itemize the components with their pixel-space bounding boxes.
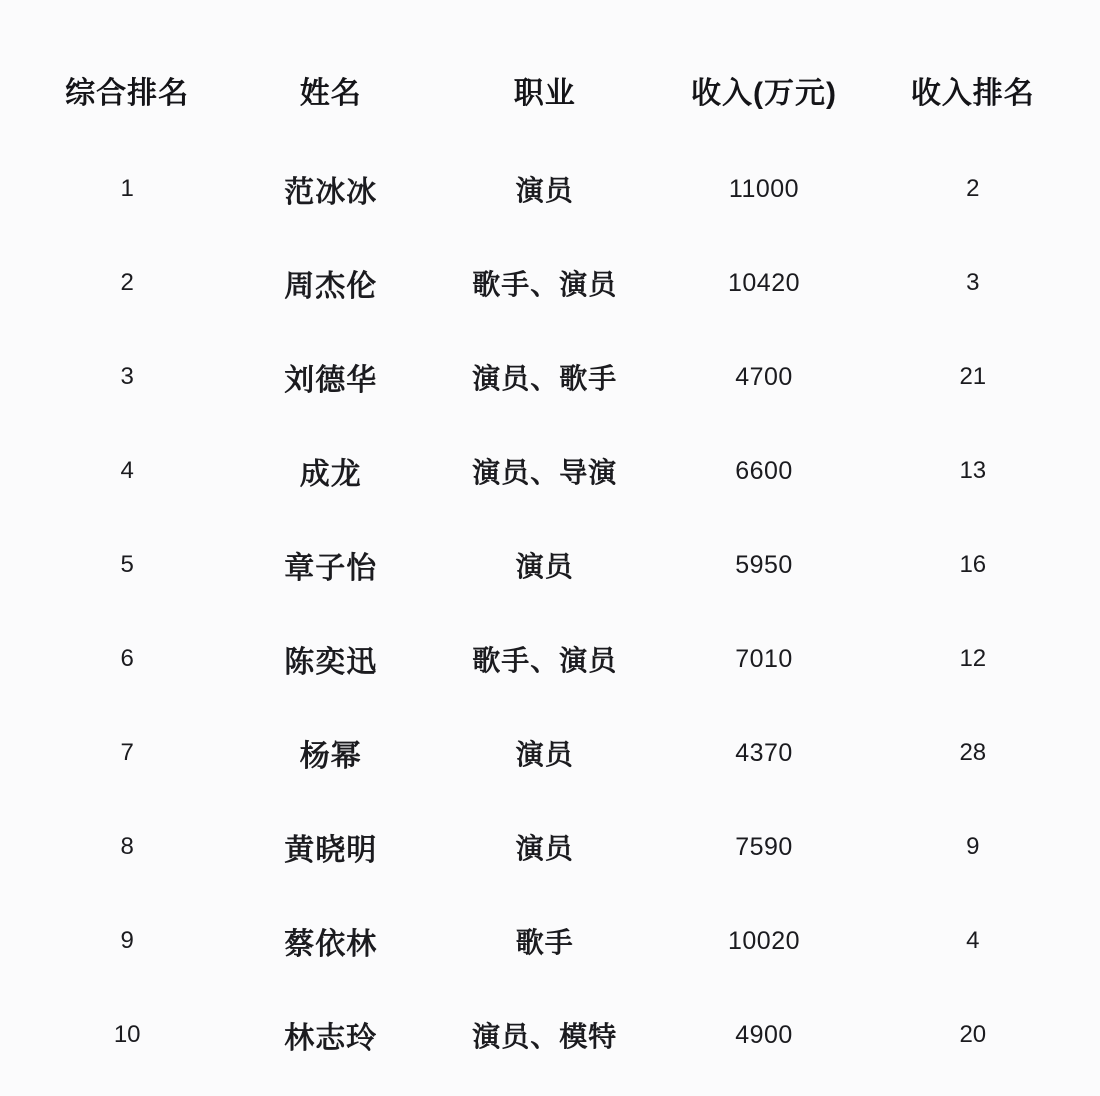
cell-occupation: 歌手、演员 <box>472 645 618 676</box>
cell-occupation: 演员、模特 <box>472 1021 618 1052</box>
table-header-row <box>28 62 1072 142</box>
cell-name: 范冰冰 <box>284 176 378 209</box>
cell-name: 成龙 <box>299 458 362 491</box>
column-header-income-rank: 收入排名 <box>910 77 1035 110</box>
cell-occupation: 歌手 <box>515 927 574 958</box>
cell-income: 6600 <box>735 456 793 485</box>
cell-occupation: 歌手、演员 <box>472 269 618 300</box>
cell-income: 7590 <box>735 832 793 861</box>
cell-occupation: 演员 <box>515 739 574 770</box>
cell-income: 10420 <box>727 268 801 297</box>
cell-income: 10020 <box>727 926 801 955</box>
cell-name: 刘德华 <box>284 364 378 397</box>
cell-overall-rank: 7 <box>120 739 134 766</box>
table-header <box>28 62 1072 142</box>
table-row <box>28 612 1072 706</box>
cell-occupation: 演员 <box>515 551 574 582</box>
cell-income: 7010 <box>735 644 793 673</box>
cell-name: 蔡依林 <box>284 928 378 961</box>
table-row <box>28 988 1072 1082</box>
cell-income-rank: 28 <box>959 739 987 766</box>
table-body <box>28 142 1072 1082</box>
table-row <box>28 236 1072 330</box>
cell-name: 林志玲 <box>284 1022 378 1055</box>
cell-income: 4700 <box>735 362 793 391</box>
table-row <box>28 894 1072 988</box>
cell-name: 黄晓明 <box>284 834 378 867</box>
column-header-income: 收入(万元) <box>691 77 837 110</box>
table-row <box>28 706 1072 800</box>
cell-income-rank: 9 <box>966 833 980 860</box>
cell-overall-rank: 5 <box>120 551 134 578</box>
cell-overall-rank: 8 <box>120 833 134 860</box>
celebrity-ranking-table <box>28 62 1072 1082</box>
cell-occupation: 演员 <box>515 175 574 206</box>
cell-income-rank: 4 <box>966 927 980 954</box>
table-row <box>28 142 1072 236</box>
cell-income-rank: 16 <box>959 551 987 578</box>
cell-income-rank: 21 <box>959 363 987 390</box>
cell-name: 周杰伦 <box>284 270 378 303</box>
cell-occupation: 演员、歌手 <box>472 363 618 394</box>
cell-income: 11000 <box>728 174 800 203</box>
cell-overall-rank: 10 <box>113 1021 141 1048</box>
cell-overall-rank: 9 <box>120 927 134 954</box>
cell-income: 4900 <box>735 1020 793 1049</box>
table-row <box>28 424 1072 518</box>
cell-name: 章子怡 <box>284 552 378 585</box>
cell-name: 杨幂 <box>299 740 362 773</box>
cell-income-rank: 2 <box>966 175 980 202</box>
cell-overall-rank: 1 <box>120 175 134 202</box>
table-row <box>28 330 1072 424</box>
column-header-occupation: 职业 <box>513 77 576 110</box>
cell-income-rank: 20 <box>959 1021 987 1048</box>
cell-occupation: 演员 <box>515 833 574 864</box>
cell-overall-rank: 6 <box>120 645 134 672</box>
cell-overall-rank: 2 <box>120 269 134 296</box>
column-header-name: 姓名 <box>299 77 362 110</box>
cell-name: 陈奕迅 <box>284 646 378 679</box>
cell-income-rank: 13 <box>959 457 987 484</box>
cell-income-rank: 3 <box>966 269 980 296</box>
cell-overall-rank: 4 <box>120 457 134 484</box>
cell-occupation: 演员、导演 <box>472 457 618 488</box>
cell-income: 4370 <box>735 738 793 767</box>
table-row <box>28 800 1072 894</box>
cell-overall-rank: 3 <box>120 363 134 390</box>
table-row <box>28 518 1072 612</box>
cell-income-rank: 12 <box>959 645 987 672</box>
cell-income: 5950 <box>735 550 793 579</box>
column-header-overall-rank: 综合排名 <box>65 77 190 110</box>
